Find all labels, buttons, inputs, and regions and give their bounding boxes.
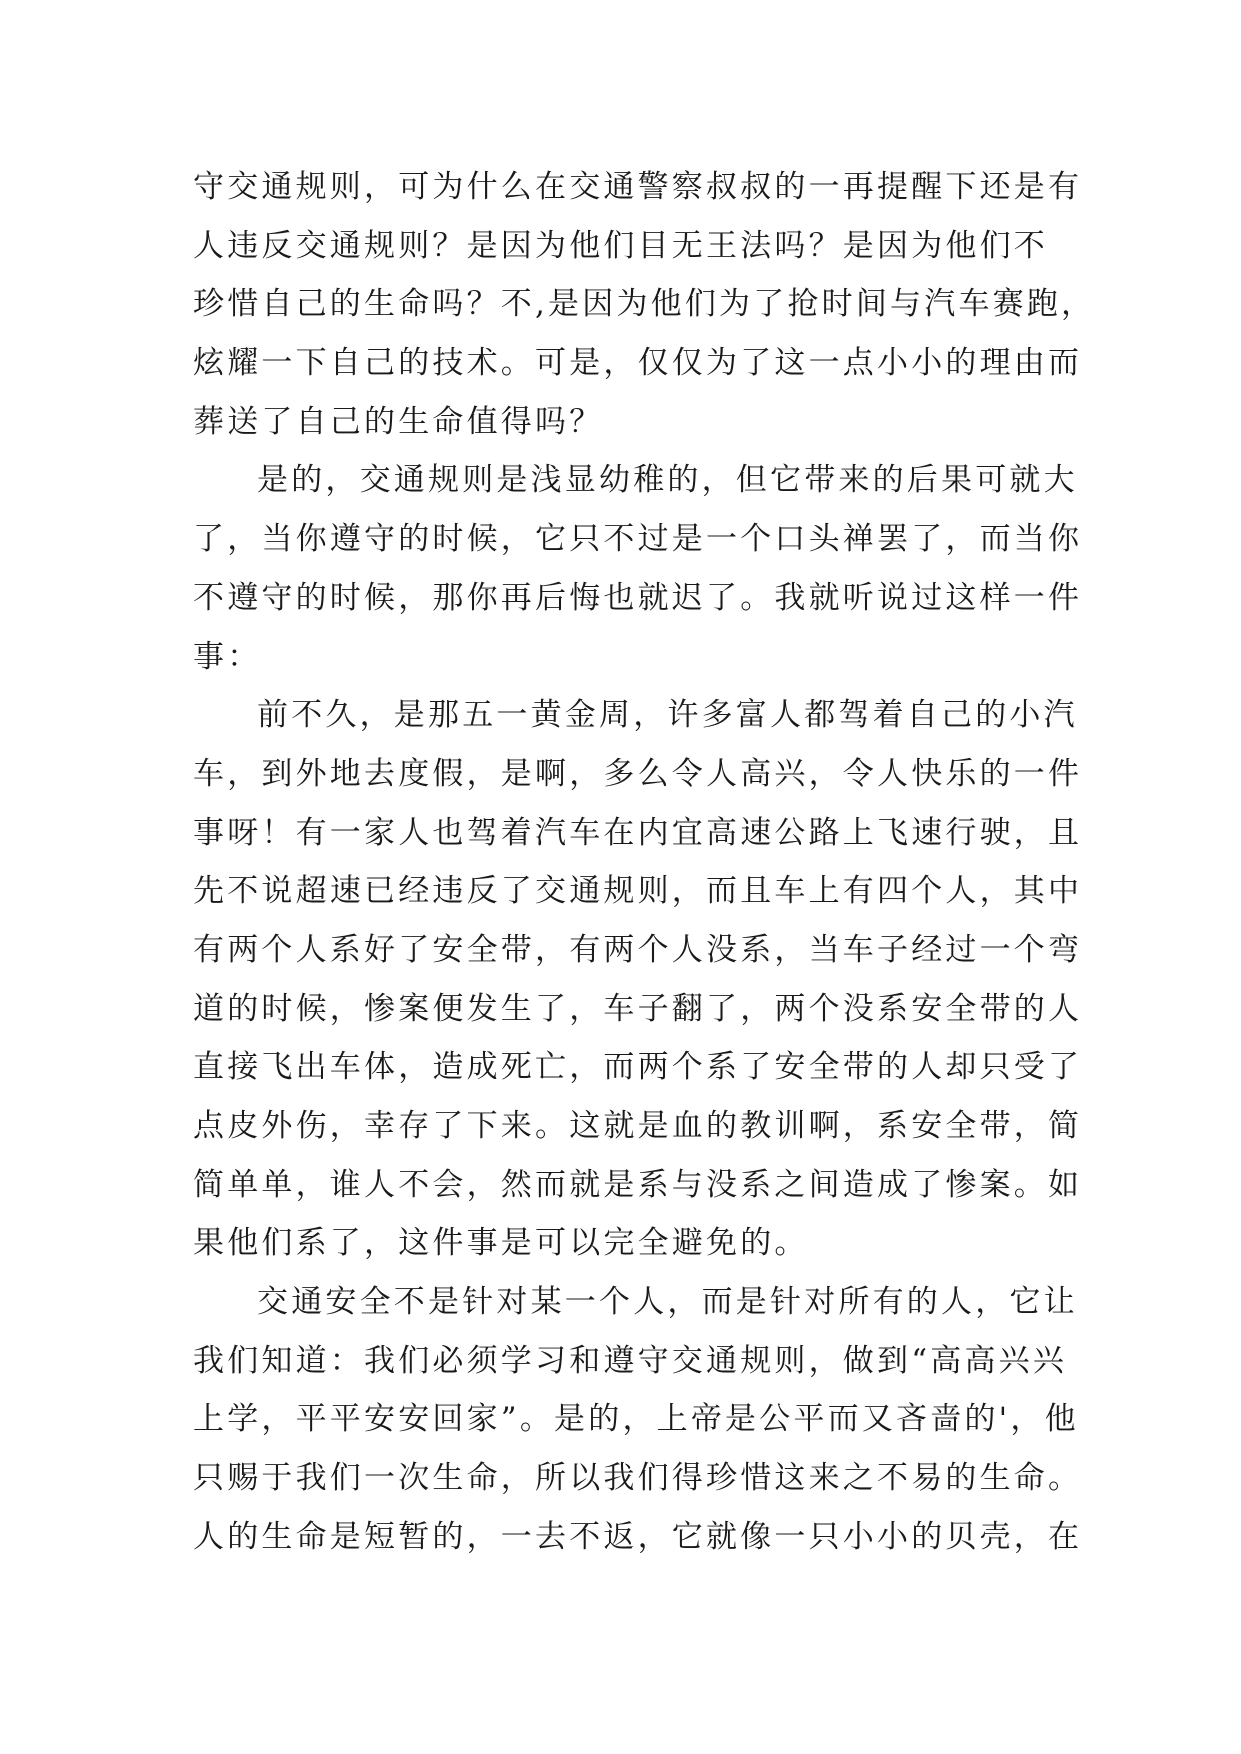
text-line: 道的时候，惨案便发生了，车子翻了，两个没系安全带的人 [193, 990, 1083, 1027]
text-line: 有两个人系好了安全带，有两个人没系，当车子经过一个弯 [193, 931, 1083, 968]
text-line: 点皮外伤，幸存了下来。这就是血的教训啊，系安全带，简 [193, 1108, 1083, 1144]
text-line: 事： [193, 638, 262, 675]
text-line: 人违反交通规则？是因为他们目无王法吗？是因为他们不 [193, 227, 1048, 264]
document-body [193, 158, 1096, 1567]
text-line: 葬送了自己的生命值得吗？ [193, 403, 604, 440]
text-line: 了，当你遵守的时候，它只不过是一个口头禅罢了，而当你 [193, 521, 1083, 558]
paragraph-start-line: 前不久，是那五一黄金周，许多富人都驾着自己的小汽 [257, 697, 1078, 734]
text-line: 简单单，谁人不会，然而就是系与没系之间造成了惨案。如 [193, 1166, 1083, 1203]
text-line: 果他们系了，这件事是可以完全避免的。 [193, 1225, 809, 1262]
text-line: 我们知道：我们必须学习和遵守交通规则，做到“高高兴兴 [193, 1342, 1068, 1379]
text-line: 守交通规则，可为什么在交通警察叔叔的一再提醒下还是有 [193, 169, 1083, 205]
paragraph-start-line: 交通安全不是针对某一个人，而是针对所有的人，它让 [257, 1284, 1078, 1321]
text-line: 只赐于我们一次生命，所以我们得珍惜这来之不易的生命。 [193, 1460, 1083, 1497]
text-line: 直接飞出车体，造成死亡，而两个系了安全带的人却只受了 [193, 1049, 1083, 1086]
text-line: 珍惜自己的生命吗？不,是因为他们为了抢时间与汽车赛跑， [193, 286, 1096, 323]
paragraph-start-line: 是的，交通规则是浅显幼稚的，但它带来的后果可就大 [257, 462, 1078, 499]
text-line: 车，到外地去度假，是啊，多么令人高兴，令人快乐的一件 [193, 755, 1083, 792]
text-line: 炫耀一下自己的技术。可是，仅仅为了这一点小小的理由而 [193, 345, 1083, 382]
text-line: 先不说超速已经违反了交通规则，而且车上有四个人，其中 [193, 873, 1083, 910]
text-line: 事呀！有一家人也驾着汽车在内宜高速公路上飞速行驶，且 [193, 814, 1083, 851]
text-line: 不遵守的时候，那你再后悔也就迟了。我就听说过这样一件 [193, 579, 1083, 616]
text-line: 人的生命是短暂的，一去不返，它就像一只小小的贝壳，在 [193, 1518, 1083, 1555]
text-line: 上学，平平安安回家”。是的，上帝是公平而又吝啬的'，他 [193, 1401, 1079, 1438]
